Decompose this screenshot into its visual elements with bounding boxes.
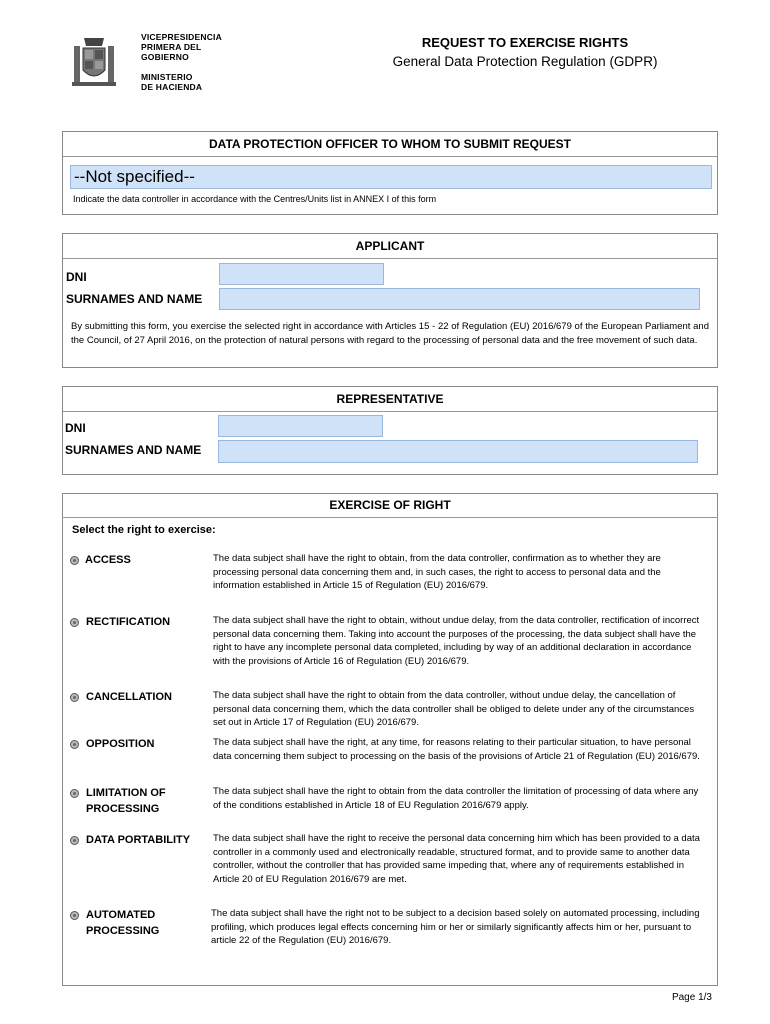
form-subtitle: General Data Protection Regulation (GDPR) xyxy=(392,54,658,69)
applicant-dni-input[interactable] xyxy=(219,263,384,285)
right-desc-access: The data subject shall have the right to obtain, from the data controller, confirmation as to whether they are processing personal data concerning them and, in such cases, the right to access to personal data and the information established in Article 15 of Regulation (EU) 2016/679. xyxy=(213,553,661,591)
divider xyxy=(62,517,718,518)
right-desc-cancellation: The data subject shall have the right to obtain from the data controller, without undue delay, the cancellation of personal data concerning them, which the data controller shall be obliged to delete under any of the circumstances set out in Article 17 of Regulation (EU) 2016/679. xyxy=(213,690,695,728)
right-desc-automated: The data subject shall have the right not to be subject to a decision based solely on automated processing, including profiling, which produces legal effects concerning him or her or similarly significantly affects him or her, pursuant to article 22 of the Regulation (EU) 2016/679. xyxy=(211,908,700,946)
right-name-cancellation: CANCELLATION xyxy=(86,691,172,703)
applicant-section xyxy=(62,233,718,368)
representative-name-input[interactable] xyxy=(218,440,698,463)
ministry-line: VICEPRESIDENCIA xyxy=(141,32,222,42)
ministry-line: MINISTERIO xyxy=(141,72,193,82)
right-desc-rectification: The data subject shall have the right to obtain, without undue delay, from the data controller, rectification of incorrect personal data concerning them. Taking into account the purposes of the processing, the data subject shall have the right to have any incomplete personal data completed, including by way of an additional declaration in accordance with the provisions of Article 16 of Regulation (EU) 2016/679. xyxy=(213,615,700,667)
exercise-prompt: Select the right to exercise: xyxy=(72,524,216,536)
ministry-line: PRIMERA DEL xyxy=(141,42,202,52)
portability-radio[interactable] xyxy=(70,836,79,845)
representative-heading: REPRESENTATIVE xyxy=(336,392,444,406)
right-desc-limitation: The data subject shall have the right to obtain from the data controller the limitation of processing of data where any of the conditions established in Article 18 of EU Regulation 2016/679 apply. xyxy=(213,786,699,811)
right-name-automated: AUTOMATED PROCESSING xyxy=(86,909,160,937)
exercise-heading: EXERCISE OF RIGHT xyxy=(329,498,451,512)
right-name-portability: DATA PORTABILITY xyxy=(86,834,191,846)
right-name-access: ACCESS xyxy=(85,554,131,566)
dpo-section xyxy=(62,131,718,215)
automated-processing-radio[interactable] xyxy=(70,911,79,920)
rectification-radio[interactable] xyxy=(70,618,79,627)
opposition-radio[interactable] xyxy=(70,740,79,749)
representative-dni-label: DNI xyxy=(65,421,86,435)
applicant-name-label: SURNAMES AND NAME xyxy=(66,292,203,306)
dpo-hint: Indicate the data controller in accordance with the Centres/Units list in ANNEX I of this form xyxy=(73,194,437,204)
representative-section xyxy=(62,386,718,475)
representative-dni-input[interactable] xyxy=(218,415,383,437)
right-desc-portability: The data subject shall have the right to receive the personal data concerning him which has been provided to a data controller in a commonly used and electronically readable, structured format, and to provide same to another data controller, without the controller that has provided same impeding that, where any of requirements established in Article 20 of EU Regulation 2016/679 are met. xyxy=(213,833,700,885)
divider xyxy=(63,156,717,157)
form-title: REQUEST TO EXERCISE RIGHTS xyxy=(421,35,629,50)
dpo-heading: DATA PROTECTION OFFICER TO WHOM TO SUBMIT REQUEST xyxy=(209,137,571,151)
applicant-notice: By submitting this form, you exercise the selected right in accordance with Articles 15 - 22 of Regulation (EU) 2016/679 of the European Parliament and the Council, of 27 April 2016, on the protection of natural persons with regard to the processing of personal data and the free movement of such data. xyxy=(71,321,709,346)
cancellation-radio[interactable] xyxy=(70,693,79,702)
applicant-name-input[interactable] xyxy=(219,288,700,310)
right-name-rectification: RECTIFICATION xyxy=(86,616,171,628)
ministry-name xyxy=(141,32,222,92)
page-number: Page 1/3 xyxy=(671,992,712,1003)
applicant-dni-label: DNI xyxy=(66,270,87,284)
right-name-opposition: OPPOSITION xyxy=(86,738,155,750)
dpo-select[interactable]: --Not specified-- xyxy=(70,165,712,189)
representative-name-label: SURNAMES AND NAME xyxy=(65,443,202,457)
divider xyxy=(63,258,717,259)
limitation-radio[interactable] xyxy=(70,789,79,798)
access-radio[interactable] xyxy=(70,556,79,565)
coat-of-arms-logo xyxy=(68,32,120,90)
right-desc-opposition: The data subject shall have the right, at any time, for reasons relating to their particular situation, to have personal data concerning them subject to processing on the basis of the provisions of Article 21 of Regulation (EU) 2016/679. xyxy=(213,737,700,762)
applicant-heading: APPLICANT xyxy=(355,239,425,253)
ministry-line: DE HACIENDA xyxy=(141,82,203,92)
ministry-line: GOBIERNO xyxy=(141,52,189,62)
divider xyxy=(63,411,717,412)
right-name-limitation: LIMITATION OF PROCESSING xyxy=(86,787,166,815)
